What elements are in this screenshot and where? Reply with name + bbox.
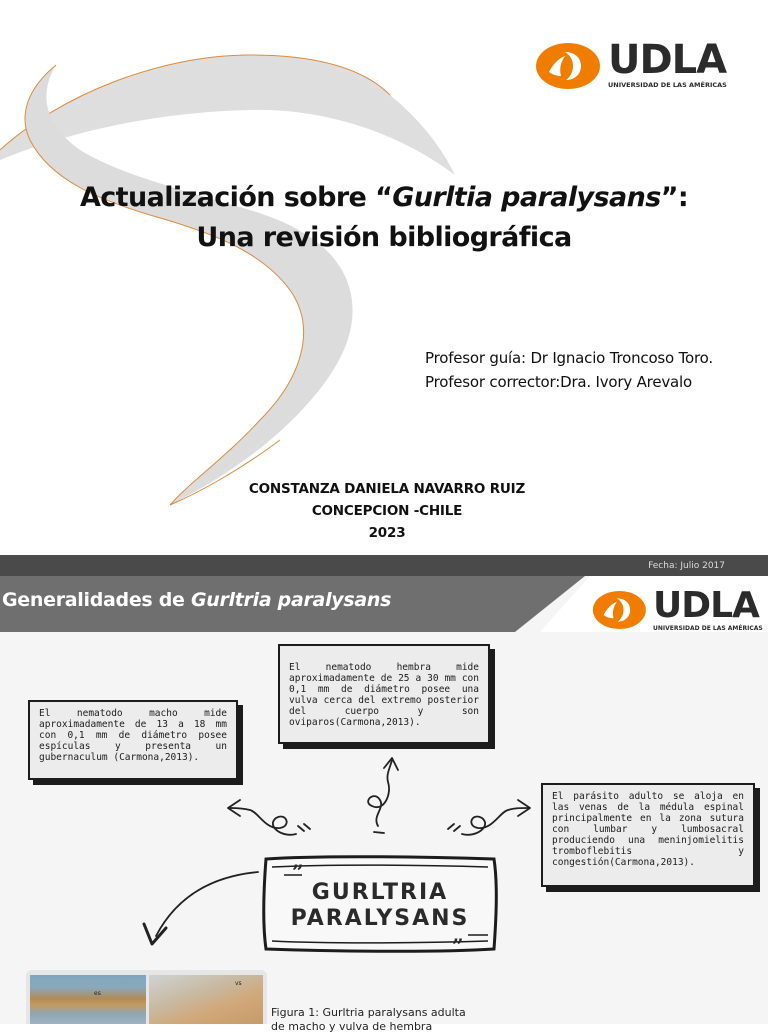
- author-block: [180, 478, 594, 544]
- content-title-species: Gurltria paralysans: [190, 589, 392, 611]
- quote-open-mark: ”: [292, 860, 304, 884]
- banner-species-name: [262, 880, 498, 932]
- profesor-corrector: Profesor corrector:Dra. Ivory Arevalo: [425, 373, 692, 391]
- slide-title: [0, 178, 768, 258]
- banner-line-1: GURLTRIA: [311, 880, 449, 905]
- title-line-2: Una revisión bibliográfica: [196, 222, 572, 253]
- photo-label-vs: vs: [235, 980, 242, 987]
- professors-block: [425, 346, 713, 394]
- logo-subtitle: UNIVERSIDAD DE LAS AMÉRICAS: [653, 625, 763, 632]
- udla-logo: [535, 37, 727, 92]
- title-suffix: ”:: [660, 182, 689, 213]
- figure-photo-male: [30, 975, 146, 1024]
- photo-label-es: es: [94, 990, 101, 997]
- author-location: CONCEPCION -CHILE: [311, 503, 463, 519]
- author-year: 2023: [368, 525, 406, 541]
- quote-close-mark: ”: [452, 934, 464, 958]
- card-adult-parasite: El parásito adulto se aloja en las venas de la médula espinal principalmente en la zona sutura con lumbar y lumbosacral produciendo una meninjomielitis tromboflebitis y congestión(Carmona,2013).: [541, 783, 755, 887]
- figure-caption-continued: de macho y vulva de hembra: [271, 1020, 433, 1033]
- banner-line-2: PARALYSANS: [290, 906, 470, 931]
- logo-wordmark: UDLA: [653, 585, 759, 626]
- figure-caption: Figura 1: Gurltria paralysans adulta: [271, 1006, 466, 1019]
- title-prefix: Actualización sobre “: [79, 182, 393, 213]
- udla-emblem-icon: [535, 40, 605, 92]
- card-female-nematode: El nematodo hembra mide aproximadamente de 25 a 30 mm con 0,1 mm de diámetro posee una vulva cerca del extremo posterior del cuerpo y son oviparos(Carmona,2013).: [278, 644, 490, 744]
- content-title-prefix: Generalidades de: [2, 589, 191, 611]
- logo-subtitle: UNIVERSIDAD DE LAS AMÉRICAS: [608, 81, 727, 89]
- title-species: Gurltia paralysans: [392, 182, 661, 213]
- profesor-guia: Profesor guía: Dr Ignacio Troncoso Toro.: [425, 349, 713, 367]
- logo-wordmark: UDLA: [608, 37, 727, 83]
- author-name: CONSTANZA DANIELA NAVARRO RUIZ: [248, 481, 526, 497]
- card-male-nematode: El nematodo macho mide aproximadamente de 13 a 18 mm con 0,1 mm de diámetro posee espículas y presenta un gubernaculum (Carmona,2013).: [28, 700, 238, 780]
- date-label: Fecha: Julio 2017: [648, 561, 725, 571]
- figure-photo-female: [149, 975, 263, 1024]
